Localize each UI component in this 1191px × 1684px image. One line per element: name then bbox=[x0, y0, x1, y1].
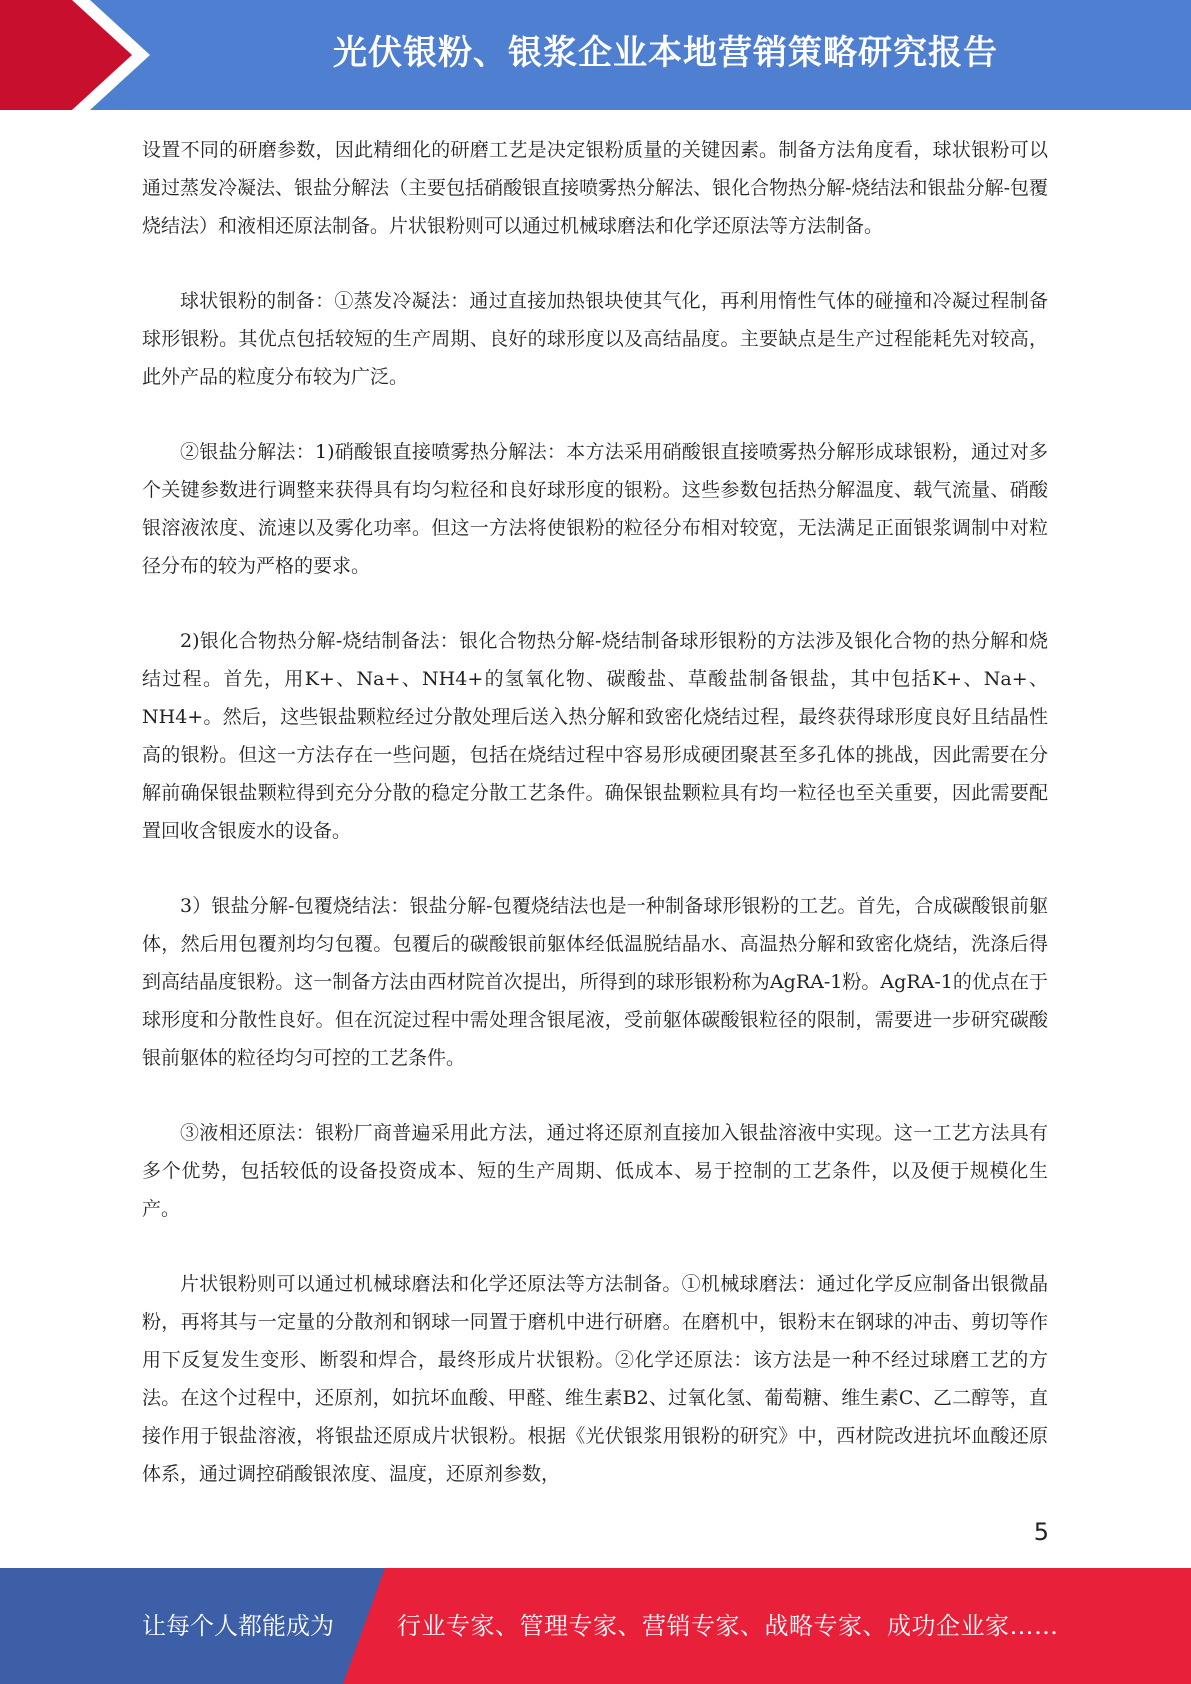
paragraph: 球状银粉的制备：①蒸发冷凝法：通过直接加热银块使其气化，再利用惰性气体的碰撞和冷凝过程制备球形银粉。其优点包括较短的生产周期、良好的球形度以及高结晶度。主要缺点是生产过程能耗先对较高，此外产品的粒度分布较为广泛。 bbox=[142, 290, 1048, 388]
header-chevron-decoration bbox=[0, 0, 160, 110]
footer-slogan-left: 让每个人都能成为 bbox=[142, 1612, 334, 1640]
paragraph: 片状银粉则可以通过机械球磨法和化学还原法等方法制备。①机械球磨法：通过化学反应制备出银微晶粉，再将其与一定量的分散剂和钢球一同置于磨机中进行研磨。在磨机中，银粉末在钢球的冲击、剪切等作用下反复发生变形、断裂和焊合，最终形成片状银粉。②化学还原法：该方法是一种不经过球磨工艺的方法。在这个过程中，还原剂，如抗坏血酸、甲醛、维生素B2、过氧化氢、葡萄糖、维生素C、乙二醇等，直接作用于银盐溶液，将银盐还原成片状银粉。根据《光伏银浆用银粉的研究》中，西材院改进抗坏血酸还原体系，通过调控硝酸银浓度、温度，还原剂参数， bbox=[142, 1273, 1048, 1485]
paragraph: ②银盐分解法：1)硝酸银直接喷雾热分解法：本方法采用硝酸银直接喷雾热分解形成球银粉，通过对多个关键参数进行调整来获得具有均匀粒径和良好球形度的银粉。这些参数包括热分解温度、载气流量、硝酸银溶液浓度、流速以及雾化功率。但这一方法将使银粉的粒径分布相对较宽，无法满足正面银浆调制中对粒径分布的较为严格的要求。 bbox=[142, 441, 1048, 577]
paragraph: 设置不同的研磨参数，因此精细化的研磨工艺是决定银粉质量的关键因素。制备方法角度看，球状银粉可以通过蒸发冷凝法、银盐分解法（主要包括硝酸银直接喷雾热分解法、银化合物热分解-烧结法和银盐分解-包覆烧结法）和液相还原法制备。片状银粉则可以通过机械球磨法和化学还原法等方法制备。 bbox=[142, 139, 1048, 237]
page-number: 5 bbox=[1033, 1518, 1049, 1546]
page-footer bbox=[0, 1568, 1191, 1684]
report-title: 光伏银粉、银浆企业本地营销策略研究报告 bbox=[333, 33, 998, 73]
body-text bbox=[142, 131, 1048, 1530]
page-header bbox=[0, 0, 1191, 110]
footer-slogan-right: 行业专家、管理专家、营销专家、战略专家、成功企业家…… bbox=[397, 1612, 1059, 1640]
paragraph: 2)银化合物热分解-烧结制备法：银化合物热分解-烧结制备球形银粉的方法涉及银化合物的热分解和烧结过程。首先，用K+、Na+、NH4+的氢氧化物、碳酸盐、草酸盐制备银盐，其中包括K+、Na+、NH4+。然后，这些银盐颗粒经过分散处理后送入热分解和致密化烧结过程，最终获得球形度良好且结晶性高的银粉。但这一方法存在一些问题，包括在烧结过程中容易形成硬团聚甚至多孔体的挑战，因此需要在分解前确保银盐颗粒得到充分分散的稳定分散工艺条件。确保银盐颗粒具有均一粒径也至关重要，因此需要配置回收含银废水的设备。 bbox=[142, 630, 1048, 842]
paragraph: 3）银盐分解-包覆烧结法：银盐分解-包覆烧结法也是一种制备球形银粉的工艺。首先，合成碳酸银前躯体，然后用包覆剂均匀包覆。包覆后的碳酸银前躯体经低温脱结晶水、高温热分解和致密化烧结，洗涤后得到高结晶度银粉。这一制备方法由西材院首次提出，所得到的球形银粉称为AgRA-1粉。AgRA-1的优点在于球形度和分散性良好。但在沉淀过程中需处理含银尾液，受前躯体碳酸银粒径的限制，需要进一步研究碳酸银前躯体的粒径均匀可控的工艺条件。 bbox=[142, 895, 1048, 1069]
paragraph: ③液相还原法：银粉厂商普遍采用此方法，通过将还原剂直接加入银盐溶液中实现。这一工艺方法具有多个优势，包括较低的设备投资成本、短的生产周期、低成本、易于控制的工艺条件，以及便于规模化生产。 bbox=[142, 1122, 1048, 1220]
